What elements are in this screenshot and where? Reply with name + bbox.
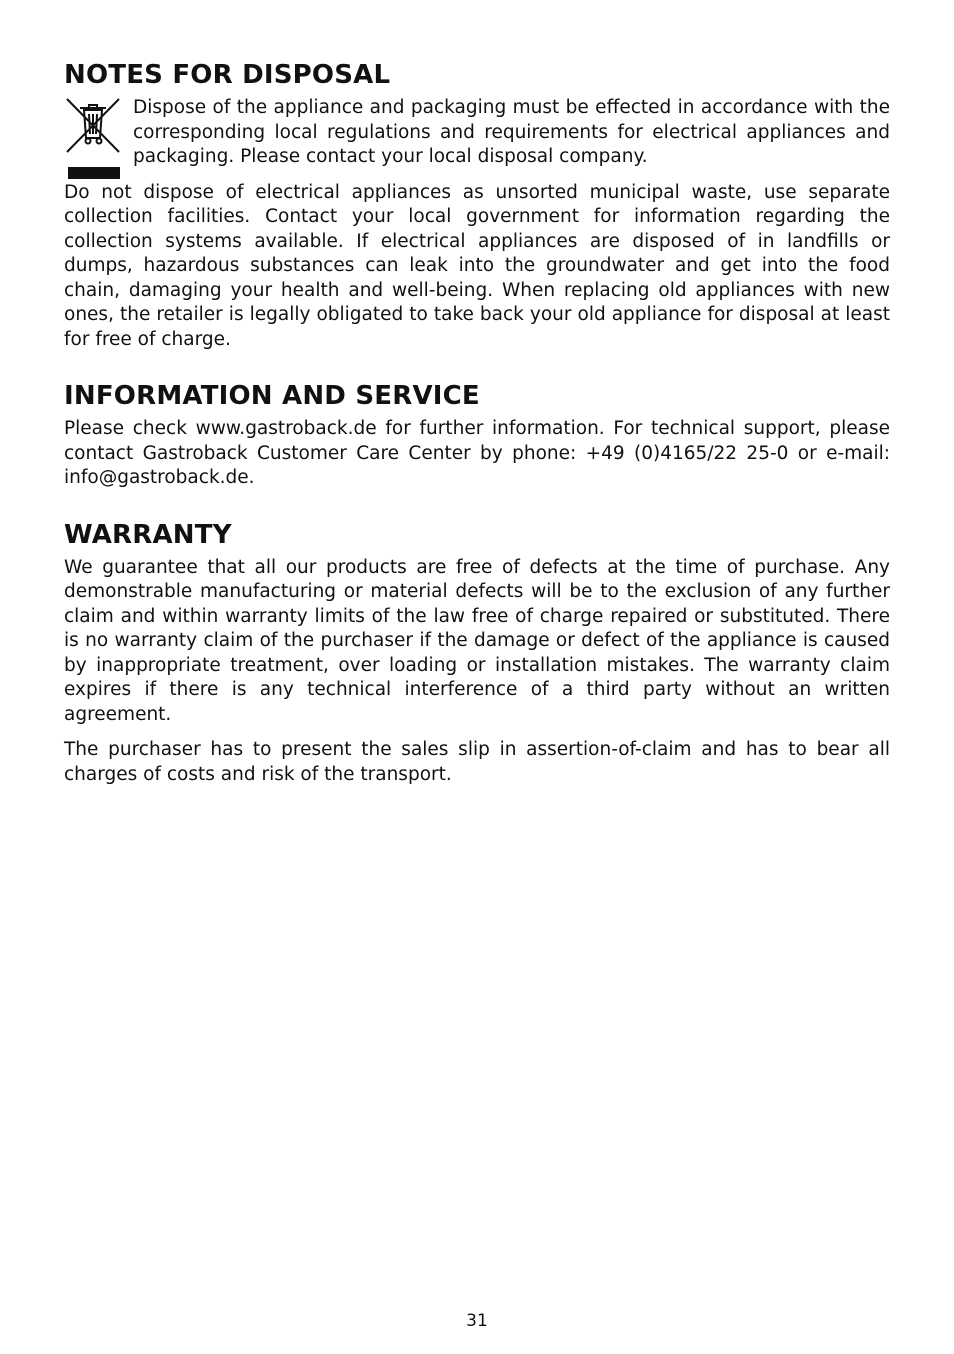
weee-bar-icon (68, 167, 120, 179)
warranty-body-text-2: The purchaser has to present the sales slip in assertion-of-claim and has to bear all charges of costs and risk of the transport. (64, 739, 890, 785)
service-heading: INFORMATION AND SERVICE (64, 381, 480, 411)
disposal-intro-row (64, 96, 890, 170)
warranty-heading: WARRANTY (64, 519, 232, 550)
service-body-text: Please check www.gastroback.de for further information. For technical support, please contact Gastroback Customer Care Center by phone: +49 (0)4165/22 25-0 or e-mail: info@gastroback.de. (64, 418, 890, 488)
service-section (64, 379, 890, 491)
warranty-section (64, 518, 890, 788)
page-number: 31 (466, 1311, 488, 1331)
disposal-heading: NOTES FOR DISPOSAL (64, 60, 391, 90)
disposal-body-text: Do not dispose of electrical appliances as unsorted municipal waste, use separate collection facilities. Contact your local government for information regarding the collection systems available. If electrical appliances are disposed of in landfills or dumps, hazardous substances can leak into the groundwater and get into the food chain, damaging your health and well-being. When replacing old appliances with new ones, the retailer is legally obligated to take back your old appliance for disposal at least for free of charge. (64, 181, 890, 350)
disposal-intro-text: Dispose of the appliance and packaging must be effected in accordance with the corresponding local regulations and requirements for electrical appliances and packaging. Please contact your local disposal company. (133, 97, 890, 167)
warranty-body-text-1: We guarantee that all our products are free of defects at the time of purchase. Any demonstrable manufacturing or material defects will be to the exclusion of any further claim and within warranty limits of the law free of charge repaired or substituted. There is no warranty claim of the purchaser if the damage or defect of the appliance is caused by inappropriate treatment, over loading or installation mistakes. The warranty claim expires if there is any technical interference of a third party without an written agreement. (64, 556, 890, 725)
crossed-out-wheelie-bin-icon (64, 96, 122, 154)
page-content (64, 58, 890, 798)
disposal-section (64, 58, 890, 352)
